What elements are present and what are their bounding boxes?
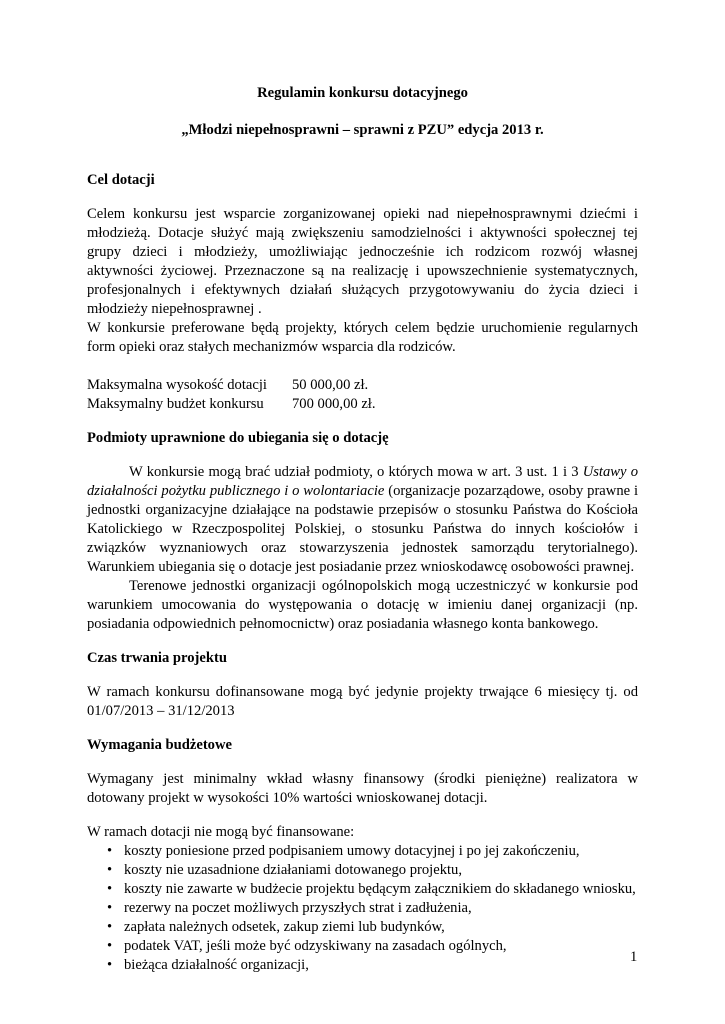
bullet-icon: • bbox=[107, 957, 113, 973]
bullet-icon: • bbox=[107, 938, 113, 954]
list-item-text: rezerwy na poczet możliwych przyszłych strat i zadłużenia, bbox=[124, 900, 472, 916]
list-item-text: koszty nie zawarte w budżecie projektu będącym załącznikiem do składanego wniosku, bbox=[124, 881, 636, 897]
bullet-icon: • bbox=[107, 843, 113, 859]
budget-value: 700 000,00 zł. bbox=[292, 396, 376, 412]
podmioty-text-a: W konkursie mogą brać udział podmioty, o których mowa w art. 3 ust. 1 i 3 bbox=[129, 464, 583, 480]
page-number: 1 bbox=[630, 949, 638, 965]
list-item-text: koszty poniesione przed podpisaniem umowy dotacyjnej i po jej zakończeniu, bbox=[124, 843, 580, 859]
list-item bbox=[107, 880, 638, 899]
list-item bbox=[107, 861, 638, 880]
list-item bbox=[107, 842, 638, 861]
budzet-paragraph-2: W ramach dotacji nie mogą być finansowane: bbox=[87, 824, 355, 840]
section-heading-cel: Cel dotacji bbox=[87, 172, 155, 188]
list-item bbox=[107, 956, 638, 975]
czas-paragraph-1: W ramach konkursu dofinansowane mogą być jedynie projekty trwające 6 miesięcy tj. od 01/07/2013 – 31/12/2013 bbox=[87, 684, 638, 719]
list-item bbox=[107, 937, 638, 956]
budget-row-max-grant bbox=[87, 376, 638, 395]
list-item-text: podatek VAT, jeśli może być odzyskiwany na zasadach ogólnych, bbox=[124, 938, 507, 954]
budget-label: Maksymalna wysokość dotacji bbox=[87, 377, 267, 393]
podmioty-paragraph-1 bbox=[87, 463, 638, 577]
budget-row-max-budget bbox=[87, 395, 638, 414]
budzet-paragraph-1: Wymagany jest minimalny wkład własny finansowy (środki pieniężne) realizatora w dotowany projekt w wysokości 10% wartości wnioskowanej dotacji. bbox=[87, 771, 638, 806]
excluded-costs-list bbox=[87, 842, 638, 975]
list-item-text: koszty nie uzasadnione działaniami dotowanego projektu, bbox=[124, 862, 462, 878]
bullet-icon: • bbox=[107, 919, 113, 935]
bullet-icon: • bbox=[107, 881, 113, 897]
budget-label: Maksymalny budżet konkursu bbox=[87, 396, 264, 412]
section-heading-budzet: Wymagania budżetowe bbox=[87, 737, 232, 753]
law-reference: Ustawy o działalności pożytku publicznego i o wolontariacie bbox=[87, 464, 638, 499]
list-item bbox=[107, 918, 638, 937]
cel-paragraph-1: Celem konkursu jest wsparcie zorganizowanej opieki nad niepełnosprawnymi dziećmi i młodzieżą. Dotacje służyć mają zwiększeniu samodzielności i aktywności społecznej tej grupy dzieci i młodzieży, umożliwiając jednocześnie ich rodzicom rozwój własnej aktywności życiowej. Przeznaczone są na realizację i upowszechnienie systematycznych, profesjonalnych i efektywnych działań służących przygotowywaniu do życia dzieci i młodzieży niepełnosprawnej . bbox=[87, 206, 638, 317]
list-item-text: zapłata należnych odsetek, zakup ziemi lub budynków, bbox=[124, 919, 445, 935]
page-title: Regulamin konkursu dotacyjnego bbox=[257, 85, 468, 101]
list-item-text: bieżąca działalność organizacji, bbox=[124, 957, 309, 973]
podmioty-text-b: (organizacje pozarządowe, osoby prawne i jednostki organizacyjne działające na podstawie przepisów o stosunku Państwa do Kościoła Katolickiego w Rzeczpospolitej Polskiej, o stosunku Państwa do innych kościołów i związków wyznaniowych oraz stowarzyszenia jednostek samorządu terytorialnego). Warunkiem ubiegania się o dotacje jest posiadanie przez wnioskodawcę osobowości prawnej. bbox=[87, 483, 639, 575]
bullet-icon: • bbox=[107, 900, 113, 916]
document-page bbox=[87, 84, 638, 975]
cel-paragraph-2: W konkursie preferowane będą projekty, których celem będzie uruchomienie regularnych form opieki oraz stałych mechanizmów wsparcia dla rodziców. bbox=[87, 320, 638, 355]
bullet-icon: • bbox=[107, 862, 113, 878]
list-item bbox=[107, 899, 638, 918]
section-heading-czas: Czas trwania projektu bbox=[87, 650, 227, 666]
page-subtitle: „Młodzi niepełnosprawni – sprawni z PZU” edycja 2013 r. bbox=[181, 122, 544, 138]
section-heading-podmioty: Podmioty uprawnione do ubiegania się o dotację bbox=[87, 430, 389, 446]
budget-value: 50 000,00 zł. bbox=[292, 377, 369, 393]
podmioty-paragraph-2: Terenowe jednostki organizacji ogólnopolskich mogą uczestniczyć w konkursie pod warunkiem umocowania do występowania o dotację w imieniu danej organizacji (np. posiadania odpowiednich pełnomocnictw) oraz posiadania własnego konta bankowego. bbox=[87, 578, 638, 632]
